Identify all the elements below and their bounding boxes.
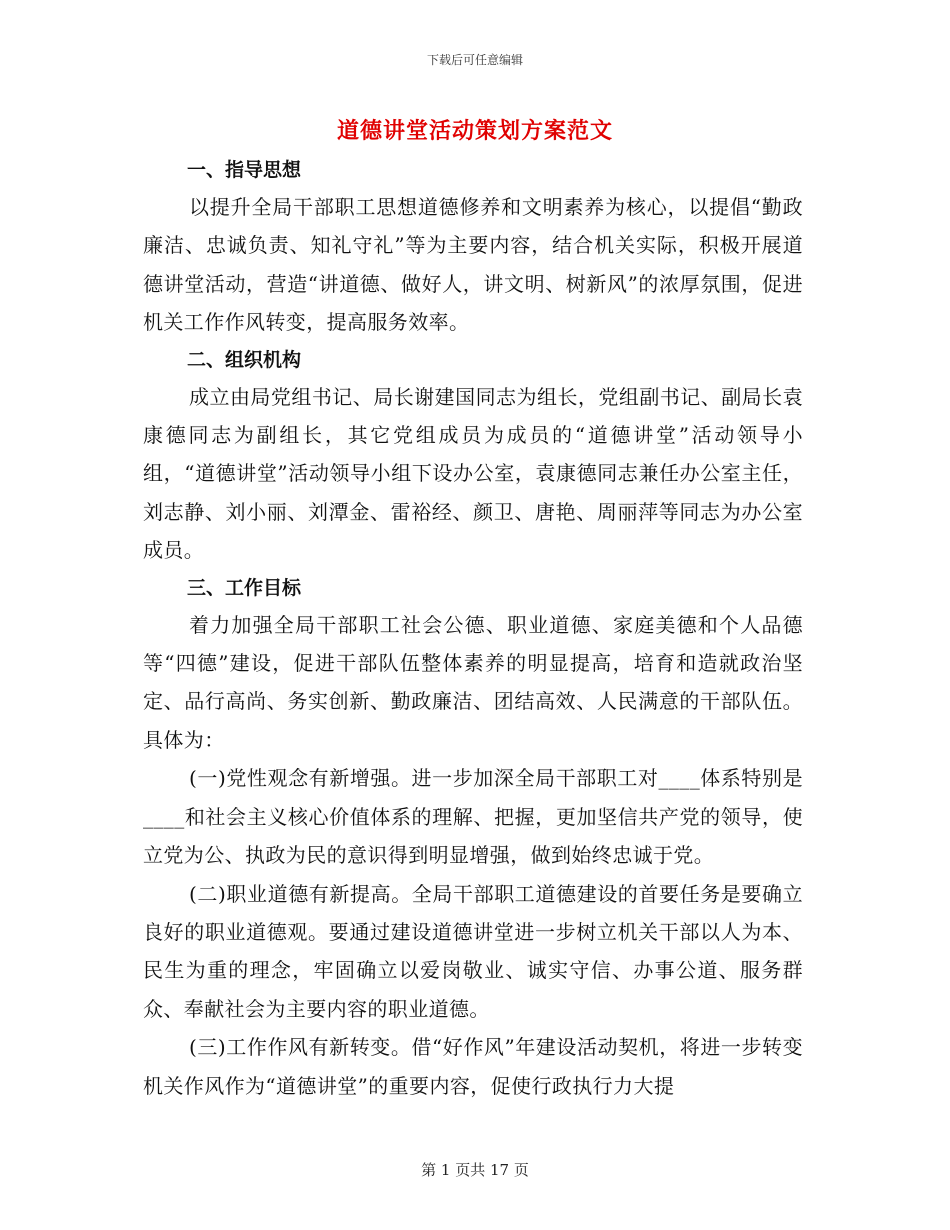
section-organization	[143, 342, 803, 570]
section-guiding-thought	[143, 152, 803, 342]
document-body	[143, 152, 803, 1105]
section-work-goals	[143, 570, 803, 1105]
header-note: 下载后可任意编辑	[426, 53, 523, 67]
section-heading: 一、指导思想	[187, 159, 302, 181]
document-title: 道德讲堂活动策划方案范文	[336, 118, 613, 144]
paragraph: 成立由局党组书记、局长谢建国同志为组长，党组副书记、副局长袁康德同志为副组长，其它党组成员为成员的“道德讲堂”活动领导小组，“道德讲堂”活动领导小组下设办公室，袁康德同志兼任办公室主任，刘志静、刘小丽、刘潭金、雷裕经、颜卫、唐艳、周丽萍等同志为办公室成员。	[143, 384, 803, 563]
section-heading: 二、组织机构	[187, 348, 302, 371]
section-heading: 三、工作目标	[187, 576, 302, 599]
paragraph: 以提升全局干部职工思想道德修养和文明素养为核心，以提倡“勤政廉洁、忠诚负责、知礼守礼”等为主要内容，结合机关实际，积极开展道德讲堂活动，营造“讲道德、做好人，讲文明、树新风”的浓厚氛围，促进机关工作作风转变，提高服务效率。	[143, 195, 803, 335]
page-number: 第 1 页共 17 页	[421, 1161, 529, 1179]
paragraph: (三)工作作风有新转变。借“好作风”年建设活动契机，将进一步转变机关作风作为“道德讲堂”的重要内容，促使行政执行力大提	[143, 1035, 803, 1098]
paragraph: (一)党性观念有新增强。进一步加深全局干部职工对____体系特别是____和社会主义核心价值体系的理解、把握，更加坚信共产党的领导，使立党为公、执政为民的意识得到明显增强，做到始终忠诚于党。	[143, 766, 803, 868]
paragraph: (二)职业道德有新提高。全局干部职工道德建设的首要任务是要确立良好的职业道德观。要通过建设道德讲堂进一步树立机关干部以人为本、民生为重的理念，牢固确立以爱岗敬业、诚实守信、办事公道、服务群众、奉献社会为主要内容的职业道德。	[143, 881, 803, 1021]
paragraph: 着力加强全局干部职工社会公德、职业道德、家庭美德和个人品德等“四德”建设，促进干部队伍整体素养的明显提高，培育和造就政治坚定、品行高尚、务实创新、勤政廉洁、团结高效、人民满意的干部队伍。具体为：	[143, 612, 803, 752]
